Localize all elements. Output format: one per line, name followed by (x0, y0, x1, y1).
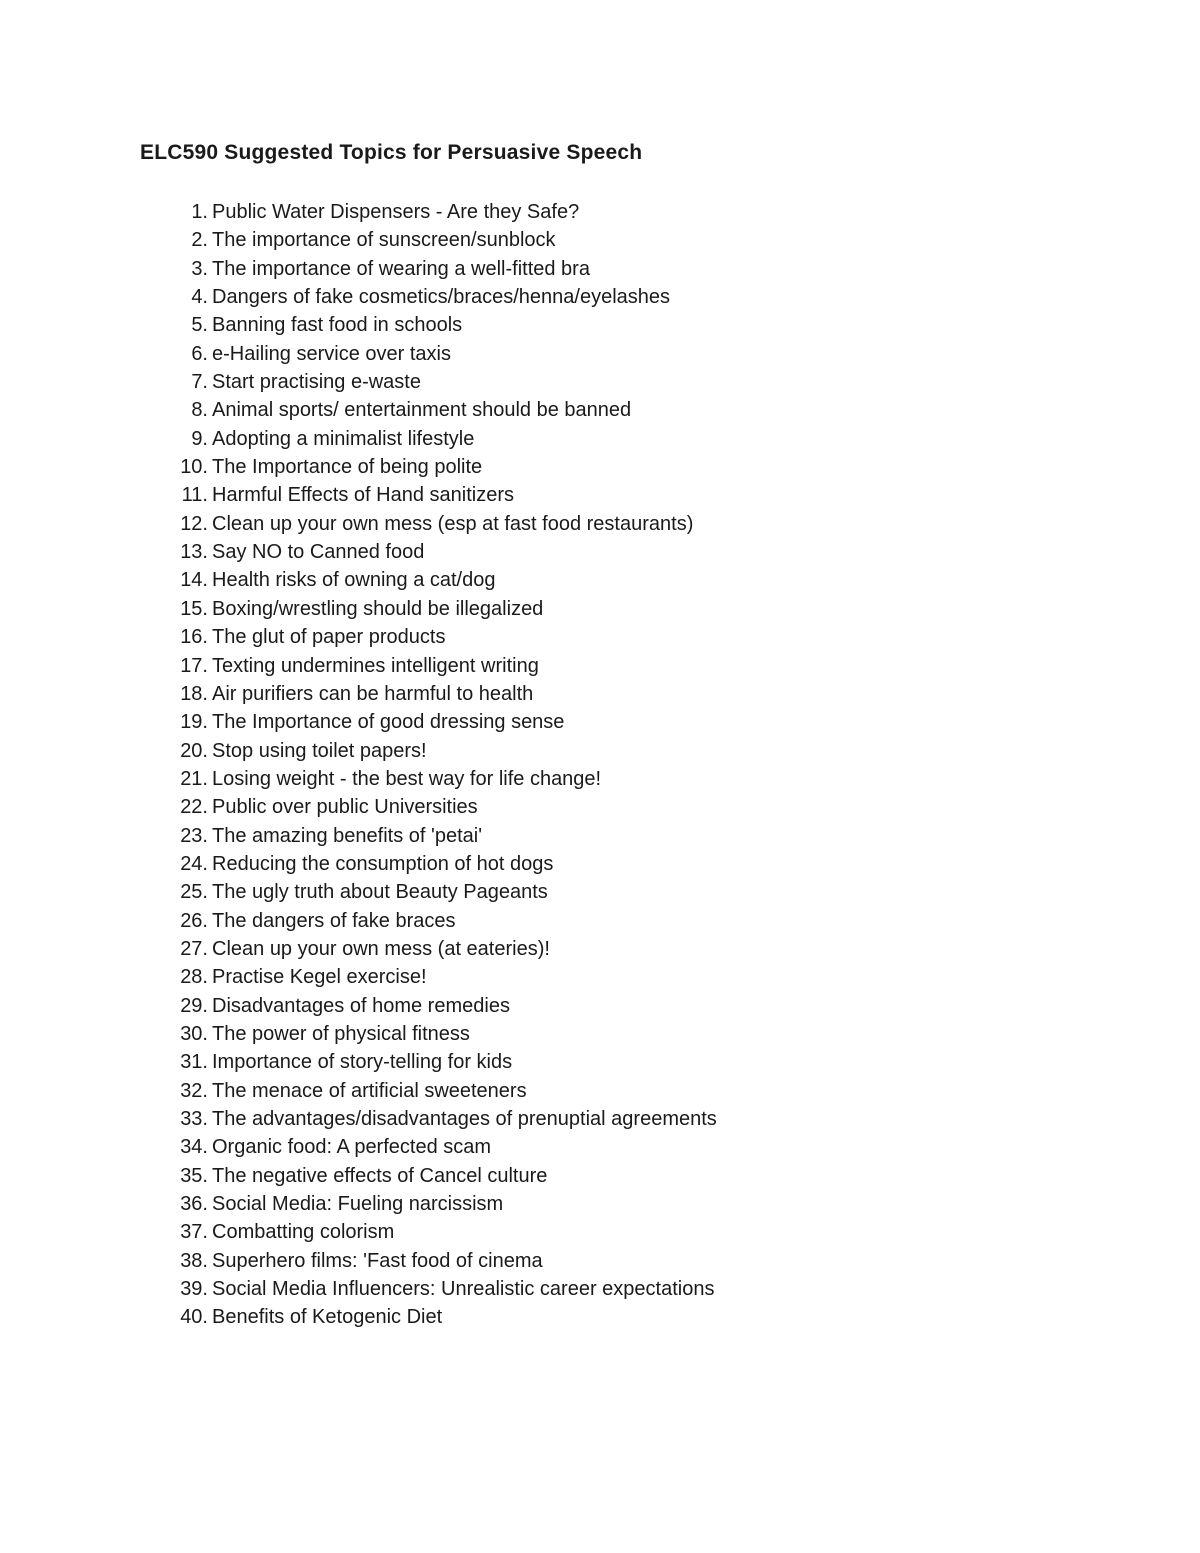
topic-text: Texting undermines intelligent writing (212, 654, 539, 677)
topic-text: The importance of sunscreen/sunblock (212, 229, 556, 252)
topic-number: 13. (180, 541, 208, 564)
topic-text: Social Media Influencers: Unrealistic career expectations (212, 1278, 715, 1301)
topic-text: The importance of wearing a well-fitted bra (212, 257, 590, 280)
topic-number: 32. (180, 1079, 208, 1102)
topic-text: The negative effects of Cancel culture (212, 1164, 548, 1187)
topic-text: Adopting a minimalist lifestyle (212, 427, 475, 450)
topic-number: 11. (181, 484, 208, 507)
topic-number: 21. (180, 767, 208, 790)
topic-number: 1. (191, 201, 208, 223)
topic-number: 23. (180, 824, 208, 847)
topic-text: Banning fast food in schools (212, 314, 463, 337)
topic-number: 16. (180, 626, 208, 649)
topic-number: 10. (180, 456, 208, 479)
topic-text: Air purifiers can be harmful to health (212, 682, 534, 705)
topic-text: Say NO to Canned food (212, 541, 425, 564)
topic-text: Superhero films: 'Fast food of cinema (212, 1249, 543, 1272)
topic-number: 18. (180, 682, 208, 705)
topic-number: 14. (180, 569, 208, 592)
topic-number: 39. (180, 1278, 208, 1301)
topic-text: The advantages/disadvantages of prenuptial agreements (212, 1108, 717, 1130)
topic-number: 17. (180, 654, 208, 677)
topic-text: Clean up your own mess (esp at fast food restaurants) (212, 512, 694, 535)
topic-text: Combatting colorism (212, 1221, 395, 1244)
topic-text: Social Media: Fueling narcissism (212, 1193, 504, 1216)
topic-number: 6. (191, 342, 208, 365)
topic-text: The glut of paper products (212, 626, 446, 649)
topic-number: 29. (180, 994, 208, 1017)
topic-number: 37. (180, 1221, 208, 1244)
topic-text: Reducing the consumption of hot dogs (212, 852, 554, 875)
topic-text: Start practising e-waste (212, 371, 421, 394)
topic-text: Stop using toilet papers! (212, 739, 427, 762)
topic-number: 19. (180, 711, 208, 734)
topic-text: Disadvantages of home remedies (212, 994, 510, 1017)
topic-number: 4. (191, 286, 208, 309)
topic-number: 3. (191, 257, 208, 280)
topic-number: 22. (180, 796, 208, 819)
topic-number: 24. (180, 852, 208, 875)
topic-text: Clean up your own mess (at eateries)! (212, 937, 550, 960)
topic-text: The power of physical fitness (212, 1022, 470, 1045)
topic-number: 38. (180, 1249, 208, 1272)
topic-number: 30. (180, 1022, 208, 1045)
topic-number: 33. (180, 1108, 208, 1130)
topic-text: Animal sports/ entertainment should be banned (212, 399, 632, 422)
topic-text: The amazing benefits of 'petai' (212, 824, 483, 847)
topic-text: The menace of artificial sweeteners (212, 1079, 527, 1102)
topic-text: The Importance of good dressing sense (212, 711, 565, 734)
topic-text: Public over public Universities (212, 796, 478, 819)
topic-number: 15. (180, 597, 208, 620)
topic-number: 26. (180, 909, 208, 932)
topic-text: The dangers of fake braces (212, 909, 456, 932)
topic-text: e-Hailing service over taxis (212, 342, 451, 365)
topic-text: Importance of story-telling for kids (212, 1051, 513, 1074)
topic-number: 40. (180, 1306, 208, 1329)
topic-number: 25. (180, 881, 208, 904)
topic-number: 27. (180, 937, 208, 960)
topic-text: The Importance of being polite (212, 456, 483, 479)
document-title: ELC590 Suggested Topics for Persuasive Speech (140, 141, 643, 164)
topic-text: Boxing/wrestling should be illegalized (212, 597, 544, 620)
topic-number: 5. (191, 314, 208, 337)
topic-number: 8. (191, 399, 208, 422)
topic-number: 12. (180, 512, 208, 535)
topic-text: Public Water Dispensers - Are they Safe? (212, 201, 580, 223)
topic-number: 9. (191, 427, 208, 450)
topic-number: 7. (191, 371, 208, 394)
topic-text: Health risks of owning a cat/dog (212, 569, 496, 592)
topic-number: 2. (191, 229, 208, 252)
topic-number: 20. (180, 739, 208, 762)
topic-number: 28. (180, 966, 208, 989)
topic-number: 34. (180, 1136, 208, 1159)
topic-number: 31. (180, 1051, 208, 1074)
topic-number: 35. (180, 1164, 208, 1187)
topic-text: Organic food: A perfected scam (212, 1136, 492, 1159)
topic-text: Practise Kegel exercise! (212, 966, 427, 989)
topic-text: Harmful Effects of Hand sanitizers (212, 484, 514, 507)
topic-text: Losing weight - the best way for life change! (212, 767, 602, 790)
topic-text: The ugly truth about Beauty Pageants (212, 881, 548, 904)
topic-number: 36. (180, 1193, 208, 1216)
topic-text: Benefits of Ketogenic Diet (212, 1306, 443, 1329)
topic-text: Dangers of fake cosmetics/braces/henna/eyelashes (212, 286, 671, 309)
